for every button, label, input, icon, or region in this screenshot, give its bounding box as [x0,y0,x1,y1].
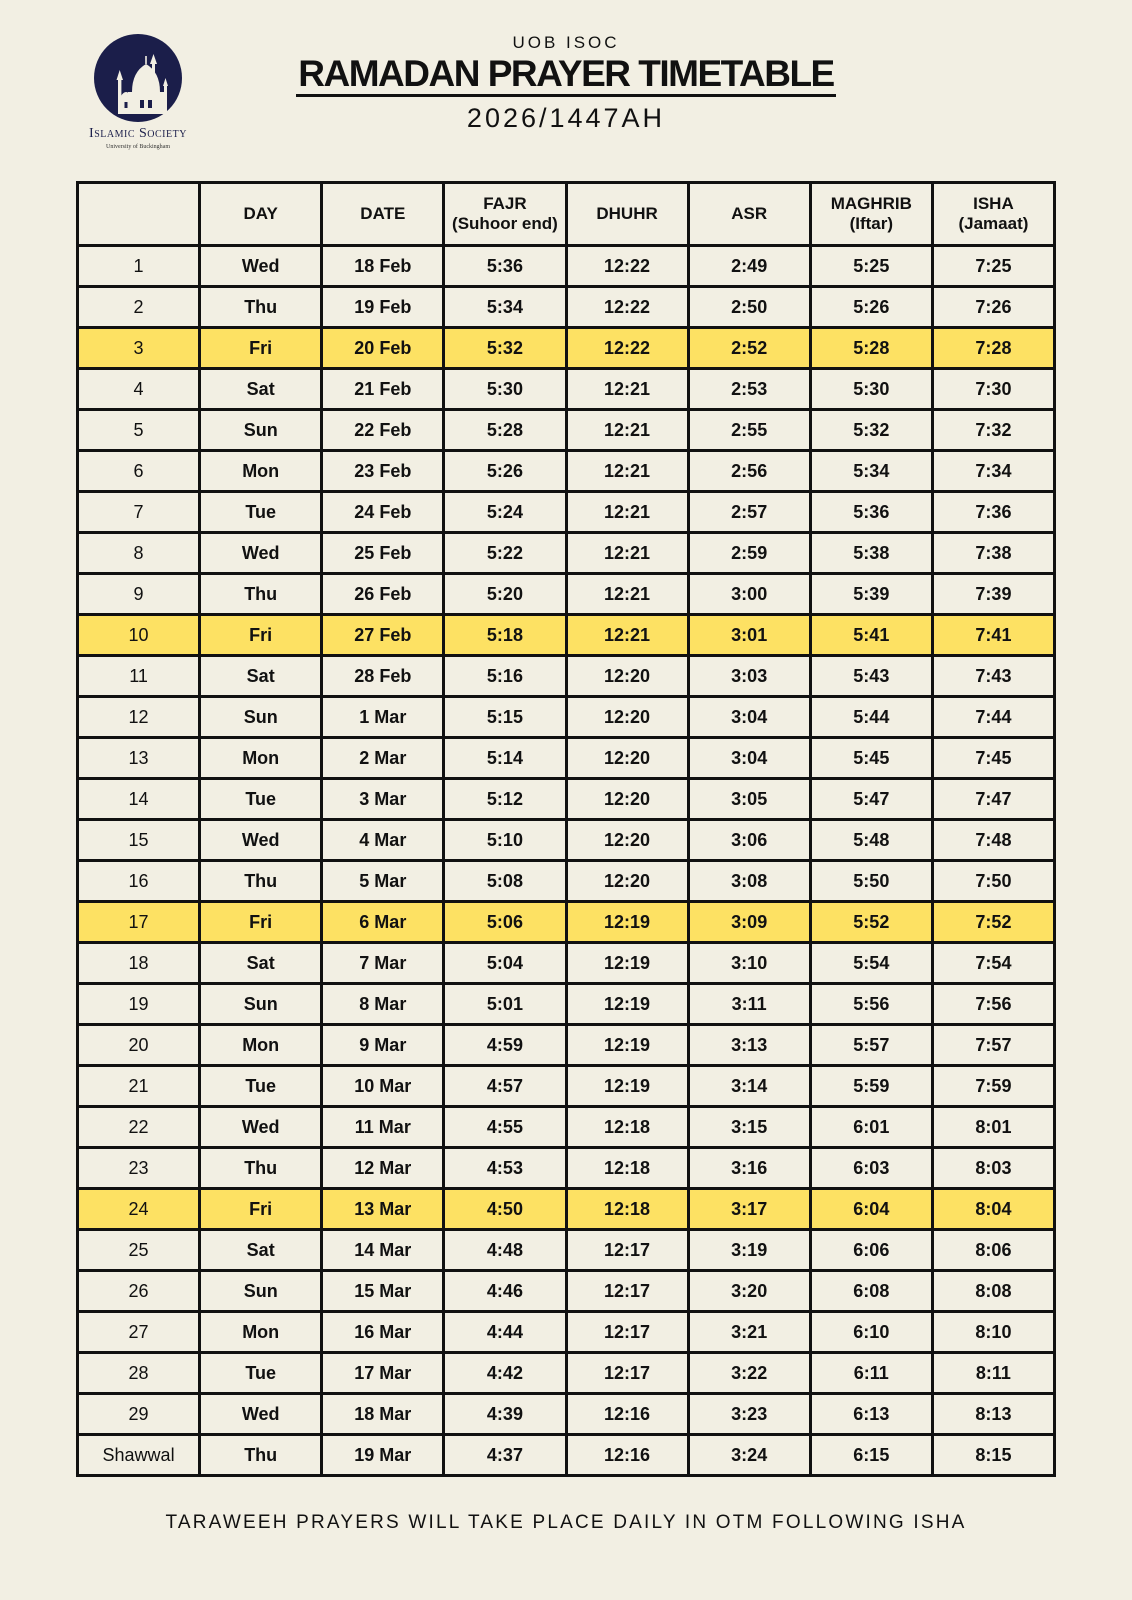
cell-number: 3 [78,328,200,369]
cell-dhuhr: 12:22 [566,246,688,287]
cell-isha: 8:08 [932,1271,1054,1312]
cell-number: 2 [78,287,200,328]
cell-number: 16 [78,861,200,902]
cell-number: 13 [78,738,200,779]
cell-day: Sat [200,369,322,410]
cell-number: 19 [78,984,200,1025]
table-row-friday [78,615,1055,656]
cell-fajr: 4:39 [444,1394,566,1435]
cell-dhuhr: 12:20 [566,820,688,861]
cell-isha: 7:38 [932,533,1054,574]
cell-fajr: 5:12 [444,779,566,820]
cell-asr: 3:19 [688,1230,810,1271]
cell-fajr: 4:42 [444,1353,566,1394]
table-row-friday [78,902,1055,943]
cell-dhuhr: 12:19 [566,984,688,1025]
cell-number: 22 [78,1107,200,1148]
cell-dhuhr: 12:20 [566,738,688,779]
cell-date: 26 Feb [322,574,444,615]
cell-number: Shawwal [78,1435,200,1476]
table-row [78,697,1055,738]
cell-isha: 7:41 [932,615,1054,656]
logo-name: Islamic Society [89,126,187,141]
table-row [78,1271,1055,1312]
cell-asr: 2:52 [688,328,810,369]
header-label: FAJR [483,194,527,213]
cell-date: 3 Mar [322,779,444,820]
table-row [78,820,1055,861]
cell-maghrib: 5:50 [810,861,932,902]
taraweeh-note: TARAWEEH PRAYERS WILL TAKE PLACE DAILY IN OTM FOLLOWING ISHA [165,1512,967,1533]
cell-fajr: 5:15 [444,697,566,738]
cell-maghrib: 6:10 [810,1312,932,1353]
header-label: DHUHR [596,204,658,223]
cell-number: 10 [78,615,200,656]
cell-day: Tue [200,779,322,820]
header-col-asr [688,183,810,246]
cell-isha: 7:39 [932,574,1054,615]
cell-asr: 3:20 [688,1271,810,1312]
cell-date: 17 Mar [322,1353,444,1394]
cell-asr: 3:10 [688,943,810,984]
cell-date: 20 Feb [322,328,444,369]
cell-dhuhr: 12:21 [566,410,688,451]
header-label: DATE [360,204,406,223]
cell-day: Sat [200,1230,322,1271]
table-row [78,369,1055,410]
table-row [78,1230,1055,1271]
cell-maghrib: 6:06 [810,1230,932,1271]
table-row [78,984,1055,1025]
table-row [78,1312,1055,1353]
cell-day: Wed [200,1394,322,1435]
cell-number: 27 [78,1312,200,1353]
cell-date: 8 Mar [322,984,444,1025]
cell-maghrib: 5:54 [810,943,932,984]
cell-day: Sun [200,410,322,451]
cell-date: 7 Mar [322,943,444,984]
cell-date: 22 Feb [322,410,444,451]
cell-number: 15 [78,820,200,861]
cell-date: 4 Mar [322,820,444,861]
cell-date: 13 Mar [322,1189,444,1230]
header-col-maghrib [810,183,932,246]
cell-fajr: 5:24 [444,492,566,533]
cell-dhuhr: 12:21 [566,574,688,615]
cell-fajr: 4:50 [444,1189,566,1230]
cell-maghrib: 5:30 [810,369,932,410]
cell-day: Thu [200,1148,322,1189]
cell-isha: 7:34 [932,451,1054,492]
cell-asr: 3:13 [688,1025,810,1066]
cell-fajr: 5:36 [444,246,566,287]
cell-date: 18 Feb [322,246,444,287]
table-row [78,1107,1055,1148]
header-label: ISHA [973,194,1014,213]
cell-maghrib: 5:43 [810,656,932,697]
table-body [78,246,1055,1476]
header-sublabel: (Suhoor end) [452,214,558,233]
cell-asr: 3:06 [688,820,810,861]
table-row-friday [78,1189,1055,1230]
cell-maghrib: 6:08 [810,1271,932,1312]
cell-dhuhr: 12:18 [566,1107,688,1148]
cell-fajr: 5:26 [444,451,566,492]
cell-dhuhr: 12:20 [566,697,688,738]
cell-fajr: 5:22 [444,533,566,574]
cell-dhuhr: 12:19 [566,1066,688,1107]
cell-date: 5 Mar [322,861,444,902]
cell-asr: 2:53 [688,369,810,410]
cell-date: 1 Mar [322,697,444,738]
header-col-day [200,183,322,246]
cell-asr: 3:03 [688,656,810,697]
table-row [78,492,1055,533]
cell-dhuhr: 12:21 [566,533,688,574]
cell-date: 2 Mar [322,738,444,779]
cell-isha: 7:52 [932,902,1054,943]
cell-number: 6 [78,451,200,492]
cell-isha: 7:28 [932,328,1054,369]
cell-day: Mon [200,451,322,492]
cell-number: 1 [78,246,200,287]
header-col-dhuhr [566,183,688,246]
cell-maghrib: 5:32 [810,410,932,451]
cell-dhuhr: 12:17 [566,1353,688,1394]
cell-dhuhr: 12:16 [566,1435,688,1476]
cell-date: 19 Feb [322,287,444,328]
cell-isha: 7:47 [932,779,1054,820]
table-row [78,287,1055,328]
cell-asr: 3:00 [688,574,810,615]
cell-day: Sun [200,984,322,1025]
cell-fajr: 5:08 [444,861,566,902]
cell-day: Mon [200,1025,322,1066]
cell-fajr: 5:18 [444,615,566,656]
cell-number: 8 [78,533,200,574]
cell-isha: 7:36 [932,492,1054,533]
cell-day: Wed [200,246,322,287]
cell-number: 4 [78,369,200,410]
cell-date: 12 Mar [322,1148,444,1189]
cell-number: 14 [78,779,200,820]
cell-isha: 7:43 [932,656,1054,697]
cell-day: Thu [200,861,322,902]
cell-day: Sat [200,943,322,984]
logo-subtitle: University of Buckingham [106,144,170,150]
cell-isha: 7:32 [932,410,1054,451]
cell-maghrib: 5:47 [810,779,932,820]
cell-day: Thu [200,574,322,615]
cell-asr: 2:55 [688,410,810,451]
cell-isha: 8:13 [932,1394,1054,1435]
cell-day: Thu [200,287,322,328]
cell-date: 21 Feb [322,369,444,410]
cell-fajr: 4:53 [444,1148,566,1189]
cell-date: 15 Mar [322,1271,444,1312]
cell-isha: 7:56 [932,984,1054,1025]
cell-asr: 2:57 [688,492,810,533]
header-sublabel: (Jamaat) [958,214,1029,233]
cell-day: Fri [200,615,322,656]
table-row [78,451,1055,492]
cell-dhuhr: 12:21 [566,451,688,492]
cell-number: 24 [78,1189,200,1230]
cell-isha: 8:04 [932,1189,1054,1230]
org-name: UOB ISOC [512,33,620,52]
cell-dhuhr: 12:20 [566,861,688,902]
cell-isha: 8:01 [932,1107,1054,1148]
cell-asr: 3:11 [688,984,810,1025]
cell-fajr: 4:46 [444,1271,566,1312]
cell-asr: 2:49 [688,246,810,287]
cell-maghrib: 6:01 [810,1107,932,1148]
table-row [78,738,1055,779]
cell-maghrib: 5:44 [810,697,932,738]
cell-day: Fri [200,328,322,369]
header-col-fajr [444,183,566,246]
cell-dhuhr: 12:17 [566,1312,688,1353]
cell-date: 23 Feb [322,451,444,492]
cell-date: 14 Mar [322,1230,444,1271]
cell-date: 24 Feb [322,492,444,533]
cell-isha: 7:45 [932,738,1054,779]
cell-maghrib: 5:48 [810,820,932,861]
cell-fajr: 5:34 [444,287,566,328]
cell-maghrib: 5:56 [810,984,932,1025]
table-row [78,246,1055,287]
cell-day: Fri [200,902,322,943]
cell-date: 6 Mar [322,902,444,943]
cell-maghrib: 6:04 [810,1189,932,1230]
year-subtitle: 2026/1447AH [466,103,666,133]
cell-fajr: 5:01 [444,984,566,1025]
table-row [78,943,1055,984]
table-header-row [78,183,1055,246]
cell-asr: 3:09 [688,902,810,943]
cell-isha: 7:57 [932,1025,1054,1066]
cell-maghrib: 5:36 [810,492,932,533]
cell-dhuhr: 12:17 [566,1230,688,1271]
cell-number: 9 [78,574,200,615]
table-row [78,656,1055,697]
cell-day: Wed [200,533,322,574]
cell-dhuhr: 12:20 [566,656,688,697]
cell-date: 28 Feb [322,656,444,697]
cell-fajr: 4:48 [444,1230,566,1271]
cell-dhuhr: 12:18 [566,1148,688,1189]
cell-day: Thu [200,1435,322,1476]
cell-maghrib: 5:59 [810,1066,932,1107]
cell-maghrib: 5:26 [810,287,932,328]
cell-fajr: 4:37 [444,1435,566,1476]
cell-isha: 7:50 [932,861,1054,902]
cell-dhuhr: 12:21 [566,492,688,533]
table-row [78,1394,1055,1435]
cell-number: 25 [78,1230,200,1271]
cell-asr: 3:24 [688,1435,810,1476]
table-row [78,1025,1055,1066]
cell-isha: 7:30 [932,369,1054,410]
cell-dhuhr: 12:19 [566,902,688,943]
cell-fajr: 5:32 [444,328,566,369]
cell-asr: 3:04 [688,697,810,738]
table-row [78,1435,1055,1476]
cell-isha: 8:11 [932,1353,1054,1394]
cell-number: 11 [78,656,200,697]
cell-isha: 8:03 [932,1148,1054,1189]
prayer-timetable [76,181,1056,1477]
cell-fajr: 4:59 [444,1025,566,1066]
cell-maghrib: 5:41 [810,615,932,656]
cell-isha: 7:54 [932,943,1054,984]
cell-date: 19 Mar [322,1435,444,1476]
header [0,33,1132,134]
table-row [78,1148,1055,1189]
cell-date: 10 Mar [322,1066,444,1107]
header-col-date [322,183,444,246]
cell-maghrib: 5:45 [810,738,932,779]
cell-dhuhr: 12:17 [566,1271,688,1312]
cell-date: 9 Mar [322,1025,444,1066]
cell-day: Tue [200,1066,322,1107]
cell-day: Mon [200,738,322,779]
cell-number: 12 [78,697,200,738]
cell-day: Tue [200,1353,322,1394]
cell-maghrib: 5:38 [810,533,932,574]
cell-asr: 3:14 [688,1066,810,1107]
cell-day: Sat [200,656,322,697]
cell-asr: 3:04 [688,738,810,779]
cell-number: 23 [78,1148,200,1189]
cell-fajr: 5:16 [444,656,566,697]
cell-number: 21 [78,1066,200,1107]
header-col-number [78,183,200,246]
cell-date: 11 Mar [322,1107,444,1148]
cell-isha: 8:06 [932,1230,1054,1271]
cell-dhuhr: 12:22 [566,287,688,328]
cell-asr: 3:01 [688,615,810,656]
table-row [78,779,1055,820]
cell-maghrib: 5:39 [810,574,932,615]
cell-fajr: 5:10 [444,820,566,861]
cell-day: Fri [200,1189,322,1230]
cell-fajr: 4:57 [444,1066,566,1107]
cell-number: 28 [78,1353,200,1394]
cell-asr: 2:56 [688,451,810,492]
cell-fajr: 4:55 [444,1107,566,1148]
cell-fajr: 4:44 [444,1312,566,1353]
cell-asr: 3:15 [688,1107,810,1148]
cell-asr: 3:22 [688,1353,810,1394]
cell-day: Wed [200,820,322,861]
cell-maghrib: 6:15 [810,1435,932,1476]
header-label: MAGHRIB [830,194,912,213]
cell-isha: 8:10 [932,1312,1054,1353]
cell-number: 26 [78,1271,200,1312]
cell-isha: 7:26 [932,287,1054,328]
cell-asr: 3:21 [688,1312,810,1353]
cell-day: Sun [200,697,322,738]
header-sublabel: (Iftar) [849,214,894,233]
cell-asr: 2:50 [688,287,810,328]
cell-maghrib: 6:03 [810,1148,932,1189]
cell-dhuhr: 12:22 [566,328,688,369]
cell-fajr: 5:30 [444,369,566,410]
cell-day: Mon [200,1312,322,1353]
cell-fajr: 5:06 [444,902,566,943]
cell-dhuhr: 12:16 [566,1394,688,1435]
cell-maghrib: 5:57 [810,1025,932,1066]
cell-maghrib: 6:13 [810,1394,932,1435]
cell-isha: 8:15 [932,1435,1054,1476]
cell-dhuhr: 12:19 [566,943,688,984]
cell-number: 17 [78,902,200,943]
cell-isha: 7:25 [932,246,1054,287]
cell-maghrib: 6:11 [810,1353,932,1394]
cell-asr: 3:16 [688,1148,810,1189]
cell-maghrib: 5:52 [810,902,932,943]
table-row [78,574,1055,615]
cell-dhuhr: 12:18 [566,1189,688,1230]
cell-asr: 3:17 [688,1189,810,1230]
cell-number: 20 [78,1025,200,1066]
cell-date: 27 Feb [322,615,444,656]
cell-day: Tue [200,492,322,533]
cell-asr: 3:08 [688,861,810,902]
cell-number: 29 [78,1394,200,1435]
cell-date: 16 Mar [322,1312,444,1353]
cell-fajr: 5:04 [444,943,566,984]
cell-date: 25 Feb [322,533,444,574]
header-label: DAY [243,204,278,223]
cell-asr: 3:05 [688,779,810,820]
cell-fajr: 5:14 [444,738,566,779]
cell-dhuhr: 12:21 [566,369,688,410]
cell-fajr: 5:28 [444,410,566,451]
header-label: ASR [731,204,768,223]
cell-asr: 3:23 [688,1394,810,1435]
cell-dhuhr: 12:21 [566,615,688,656]
page-title: RAMADAN PRAYER TIMETABLE [296,55,835,97]
header-col-isha [932,183,1054,246]
cell-number: 5 [78,410,200,451]
cell-isha: 7:44 [932,697,1054,738]
cell-day: Sun [200,1271,322,1312]
cell-isha: 7:59 [932,1066,1054,1107]
cell-maghrib: 5:25 [810,246,932,287]
cell-day: Wed [200,1107,322,1148]
cell-date: 18 Mar [322,1394,444,1435]
table-row [78,533,1055,574]
cell-dhuhr: 12:19 [566,1025,688,1066]
table-row-friday [78,328,1055,369]
table-row [78,1353,1055,1394]
table-row [78,861,1055,902]
table-row [78,1066,1055,1107]
cell-number: 18 [78,943,200,984]
cell-asr: 2:59 [688,533,810,574]
table-row [78,410,1055,451]
cell-maghrib: 5:34 [810,451,932,492]
cell-dhuhr: 12:20 [566,779,688,820]
cell-isha: 7:48 [932,820,1054,861]
cell-number: 7 [78,492,200,533]
cell-maghrib: 5:28 [810,328,932,369]
cell-fajr: 5:20 [444,574,566,615]
